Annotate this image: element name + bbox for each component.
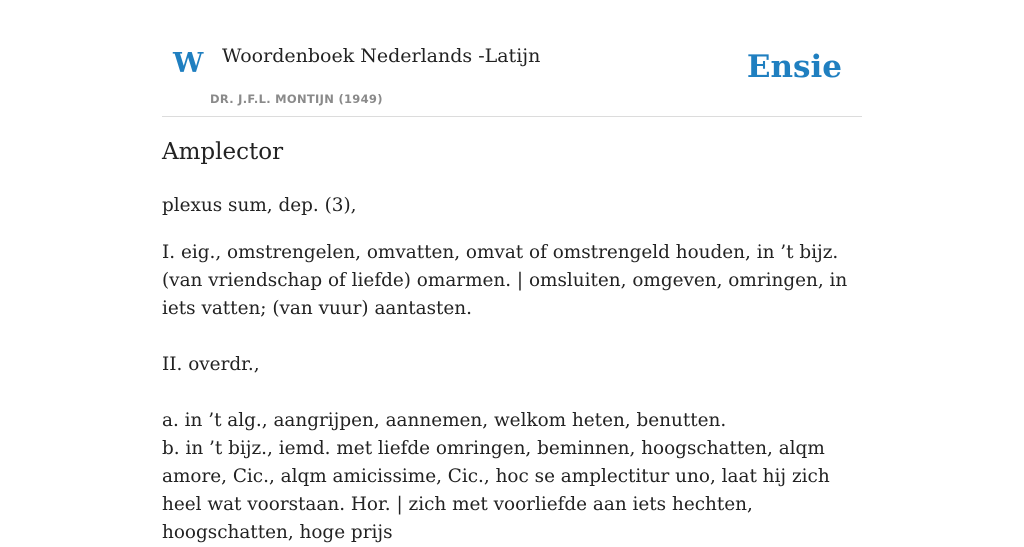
entry-definition: [162, 192, 862, 547]
page: [162, 0, 862, 543]
dictionary-author: DR. J.F.L. MONTIJN (1949): [210, 92, 383, 106]
ensie-logo-link[interactable]: Ensie: [746, 49, 842, 85]
spacer: [162, 379, 862, 407]
dictionary-header: [162, 0, 862, 117]
dictionary-logo-icon: W: [173, 48, 204, 79]
entry-grammar: plexus sum, dep. (3),: [162, 195, 357, 216]
entry-sense-1: I. eig., omstrengelen, omvatten, omvat of omstrengeld houden, in ’t bijz. (van vriendschap of liefde) omarmen. | omsluiten, omgeven, omringen, in iets vatten; (van vuur) aantasten.: [162, 242, 848, 319]
spacer: [162, 323, 862, 351]
entry-sense-2b: b. in ’t bijz., iemd. met liefde omringen, beminnen, hoogschatten, alqm amore, Cic., alqm amicissime, Cic., hoc se amplectitur uno, laat hij zich heel wat voorstaan. Hor. | zich met voorliefde aan iets hechten, hoogschatten, hoge prijs: [162, 438, 830, 543]
entry-sense-2: II. overdr.,: [162, 354, 260, 375]
entry-headword: Amplector: [162, 139, 284, 165]
entry-sense-2a: a. in ’t alg., aangrijpen, aannemen, welkom heten, benutten.: [162, 410, 727, 431]
dictionary-title[interactable]: Woordenboek Nederlands -Latijn: [222, 45, 541, 67]
